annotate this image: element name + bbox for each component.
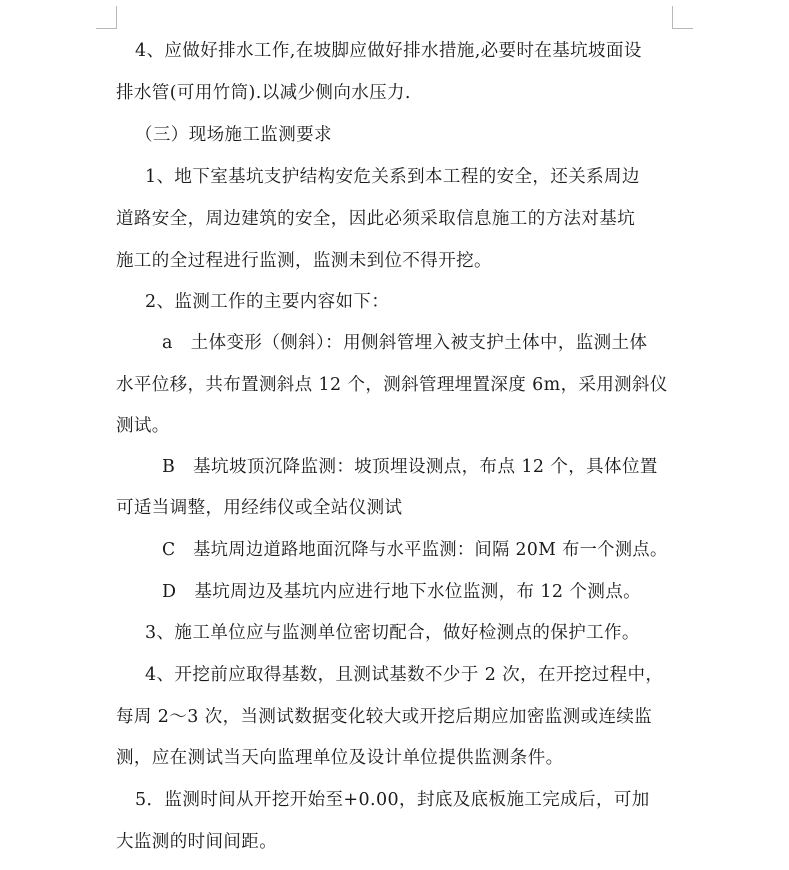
text-line: 5．监测时间从开挖开始至+0.00，封底及底板施工完成后，可加 (135, 790, 650, 810)
text-line: 4、应做好排水工作,在坡脚应做好排水措施,必要时在基坑坡面设 (135, 41, 642, 61)
text-line: 道路安全，周边建筑的安全，因此必须采取信息施工的方法对基坑 (116, 209, 636, 229)
section-heading: （三）现场施工监测要求 (135, 125, 332, 145)
text-line: 测，应在测试当天向监理单位及设计单位提供监测条件。 (116, 748, 564, 768)
text-line: 施工的全过程进行监测，监测未到位不得开挖。 (116, 251, 492, 271)
text-line: C 基坑周边道路地面沉降与水平监测：间隔 20M 布一个测点。 (162, 540, 668, 560)
text-line: 大监测的时间间距。 (116, 832, 278, 852)
text-line: 2、监测工作的主要内容如下： (145, 292, 390, 312)
text-line: 每周 2～3 次，当测试数据变化较大或开挖后期应加密监测或连续监 (116, 707, 653, 727)
text-line: 排水管(可用竹筒).以减少侧向水压力. (116, 83, 411, 103)
text-line: 测试。 (116, 416, 170, 436)
text-line: a 土体变形（侧斜）：用侧斜管埋入被支护土体中，监测土体 (162, 333, 648, 353)
text-line: D 基坑周边及基坑内应进行地下水位监测，布 12 个测点。 (162, 582, 642, 602)
text-line: 3、施工单位应与监测单位密切配合，做好检测点的保护工作。 (145, 623, 640, 643)
text-line: 可适当调整，用经纬仪或全站仪测试 (116, 498, 403, 518)
text-line: 4、开挖前应取得基数，且测试基数不少于 2 次，在开挖过程中， (145, 665, 664, 685)
text-line: 水平位移，共布置测斜点 12 个，测斜管理埋置深度 6m，采用测斜仪 (116, 375, 668, 395)
text-line: B 基坑坡顶沉降监测：坡顶埋设测点，布点 12 个，具体位置 (162, 457, 658, 477)
text-line: 1、地下室基坑支护结构安危关系到本工程的安全，还关系周边 (145, 167, 640, 187)
